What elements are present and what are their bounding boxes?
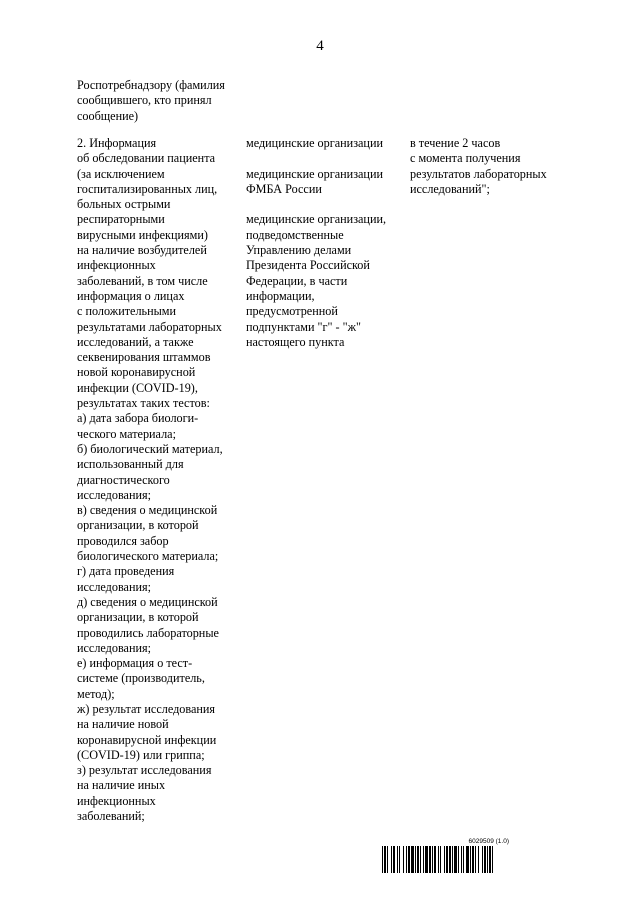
page-number: 4 <box>316 38 324 54</box>
top-note <box>77 78 225 124</box>
text-line: системе (производитель, <box>77 671 205 686</box>
text-line: заболеваний; <box>77 809 145 824</box>
text-line: информации, <box>246 288 315 303</box>
text-line: сообщение) <box>77 108 139 123</box>
text-line: настоящего пункта <box>246 334 345 349</box>
text-line: больных острыми <box>77 197 171 212</box>
text-line: в) сведения о медицинской <box>77 503 218 518</box>
text-line: з) результат исследования <box>77 763 212 778</box>
text-line: инфекции (COVID-19), <box>77 380 198 395</box>
text-line: новой коронавирусной <box>77 365 196 380</box>
text-line: проводились лабораторные <box>77 625 219 640</box>
text-line: б) биологический материал, <box>77 441 223 456</box>
deadline-column <box>410 136 547 197</box>
text-line: сообщившего, кто принял <box>77 93 212 108</box>
text-line: заболеваний, в том числе <box>77 273 208 288</box>
text-line: (за исключением <box>77 166 165 181</box>
text-line: исследования; <box>77 579 152 594</box>
text-line: госпитализированных лиц, <box>77 181 218 196</box>
text-line: медицинские организации <box>246 166 383 181</box>
text-line: биологического материала; <box>77 549 219 564</box>
text-line: Президента Российской <box>246 258 370 273</box>
text-line: г) дата проведения <box>77 564 175 579</box>
text-line: секвенирования штаммов <box>77 350 211 365</box>
barcode-icon <box>382 846 595 873</box>
text-line: коронавирусной инфекции <box>77 732 217 747</box>
text-line: ж) результат исследования <box>77 701 216 716</box>
text-line: исследований, а также <box>77 334 194 349</box>
text-line: с момента получения <box>410 151 521 166</box>
text-line: на наличие новой <box>77 717 169 732</box>
information-column <box>77 136 223 824</box>
document-barcode <box>382 838 595 873</box>
text-line: диагностического <box>77 472 170 487</box>
barcode-id: 6029509 (1.0) <box>468 838 509 845</box>
text-line: инфекционных <box>77 258 156 273</box>
text-line: респираторными <box>77 212 165 227</box>
text-line: информация о лицах <box>77 288 185 303</box>
text-line: Управлению делами <box>246 243 352 258</box>
text-line: подведомственные <box>246 227 344 242</box>
text-line: ФМБА России <box>246 181 322 196</box>
text-line: результатах таких тестов: <box>77 396 210 411</box>
text-line: медицинские организации <box>246 136 383 150</box>
text-line: исследований"; <box>410 181 490 196</box>
text-line: 2. Информация <box>77 136 157 150</box>
text-line: с положительными <box>77 304 177 319</box>
text-line: результатов лабораторных <box>410 166 547 181</box>
organizations-column <box>246 136 386 350</box>
text-line: а) дата забора биологи- <box>77 411 199 426</box>
text-line: д) сведения о медицинской <box>77 594 218 609</box>
text-line: предусмотренной <box>246 304 338 319</box>
text-line: на наличие иных <box>77 778 166 793</box>
text-line: (COVID-19) или гриппа; <box>77 747 205 762</box>
text-line: вирусными инфекциями) <box>77 227 208 242</box>
text-line: е) информация о тест- <box>77 656 193 671</box>
text-line: проводился забор <box>77 533 169 548</box>
text-line: Роспотребнадзору (фамилия <box>77 78 225 92</box>
text-line: на наличие возбудителей <box>77 243 207 258</box>
text-line: Федерации, в части <box>246 273 348 288</box>
text-line: исследования; <box>77 487 152 502</box>
text-line: в течение 2 часов <box>410 136 501 150</box>
text-line: исследования; <box>77 640 152 655</box>
text-line: ческого материала; <box>77 426 176 441</box>
text-line: подпунктами "г" - "ж" <box>246 319 362 334</box>
text-line: медицинские организации, <box>246 212 387 227</box>
text-line: организации, в которой <box>77 610 199 625</box>
text-line: об обследовании пациента <box>77 151 216 166</box>
text-line: инфекционных <box>77 793 156 808</box>
text-line: организации, в которой <box>77 518 199 533</box>
text-line: использованный для <box>77 457 184 472</box>
text-line: результатами лабораторных <box>77 319 222 334</box>
text-line: метод); <box>77 686 115 701</box>
